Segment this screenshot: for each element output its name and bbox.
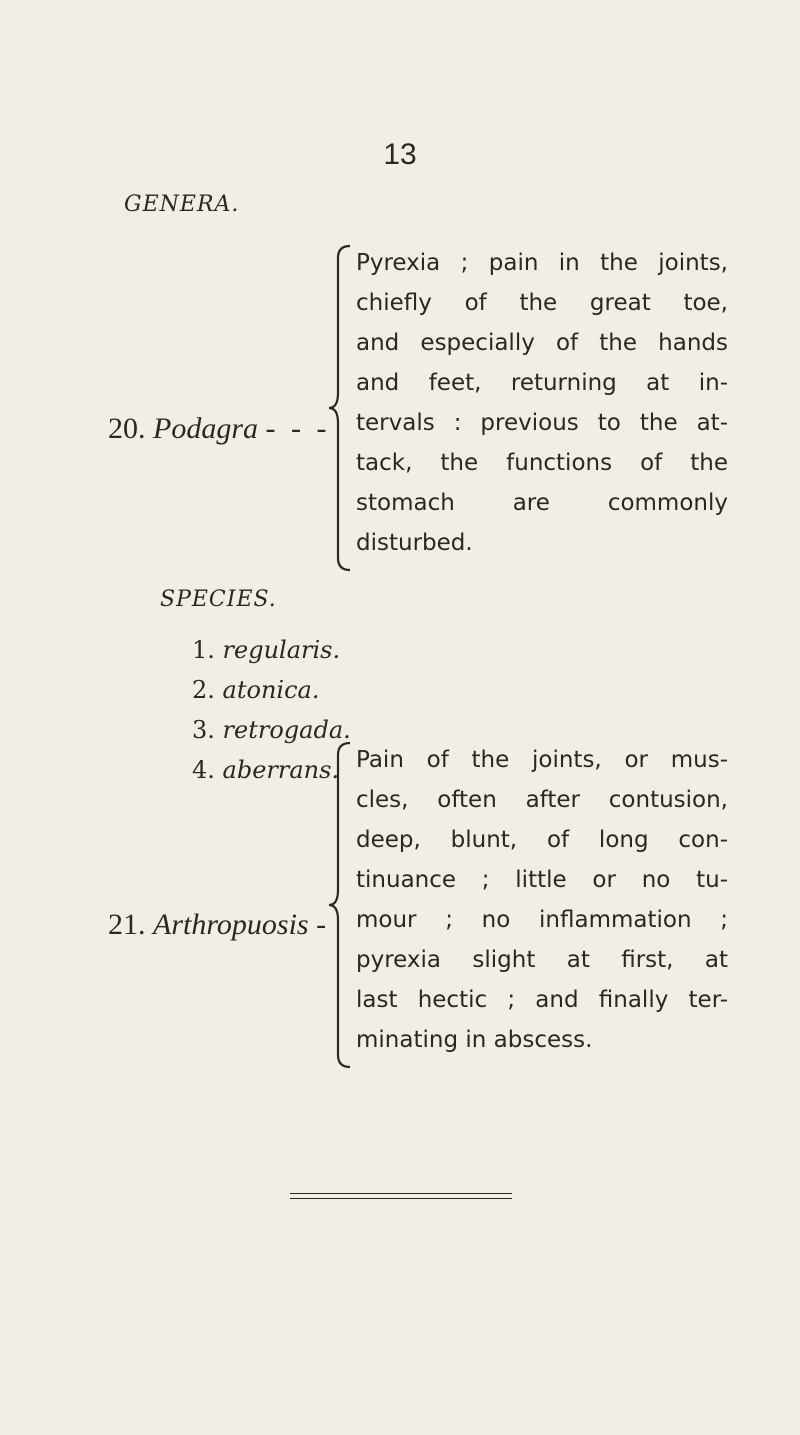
species-item xyxy=(192,710,351,750)
species-name: aberrans. xyxy=(222,756,340,784)
genus-description xyxy=(356,243,728,563)
description-line: disturbed. xyxy=(356,530,473,556)
species-item xyxy=(192,750,351,790)
species-name: atonica. xyxy=(222,676,320,704)
description-line: tack, the functions of the xyxy=(356,450,728,476)
left-brace-icon xyxy=(328,740,352,1070)
section-rule xyxy=(290,1193,512,1194)
description-line: deep, blunt, of long con- xyxy=(356,827,728,853)
species-item xyxy=(192,670,351,710)
page-number: 13 xyxy=(383,138,417,171)
genus-label xyxy=(108,908,330,942)
species-number: 1. xyxy=(192,636,215,664)
species-list xyxy=(192,630,351,790)
genus-leader-dashes: - xyxy=(316,908,331,941)
left-brace-icon xyxy=(328,243,352,573)
genera-heading: GENERA. xyxy=(124,192,240,217)
genus-leader-dashes: - - - xyxy=(265,412,331,445)
section-rule xyxy=(290,1198,512,1199)
species-item xyxy=(192,630,351,670)
description-line: tervals : previous to the at- xyxy=(356,410,728,436)
genus-number: 21. xyxy=(108,908,146,941)
description-line: pyrexia slight at first, at xyxy=(356,947,728,973)
species-number: 3. xyxy=(192,716,215,744)
description-line: minating in abscess. xyxy=(356,1027,593,1053)
description-line: and especially of the hands xyxy=(356,330,728,356)
description-line: cles, often after contusion, xyxy=(356,787,728,813)
species-name: retrogada. xyxy=(222,716,351,744)
description-line: and feet, returning at in- xyxy=(356,370,728,396)
description-line: mour ; no inflammation ; xyxy=(356,907,728,933)
genus-name: Arthropuosis xyxy=(153,908,309,941)
description-line: chiefly of the great toe, xyxy=(356,290,728,316)
genus-description xyxy=(356,740,728,1060)
genus-number: 20. xyxy=(108,412,146,445)
species-heading: SPECIES. xyxy=(160,587,277,612)
species-number: 2. xyxy=(192,676,215,704)
description-line: stomach are commonly xyxy=(356,490,728,516)
genus-label xyxy=(108,412,330,446)
species-name: regularis. xyxy=(222,636,341,664)
description-line: Pain of the joints, or mus- xyxy=(356,747,728,773)
description-line: Pyrexia ; pain in the joints, xyxy=(356,250,728,276)
genus-name: Podagra xyxy=(153,412,258,445)
species-number: 4. xyxy=(192,756,215,784)
description-line: last hectic ; and finally ter- xyxy=(356,987,728,1013)
description-line: tinuance ; little or no tu- xyxy=(356,867,728,893)
